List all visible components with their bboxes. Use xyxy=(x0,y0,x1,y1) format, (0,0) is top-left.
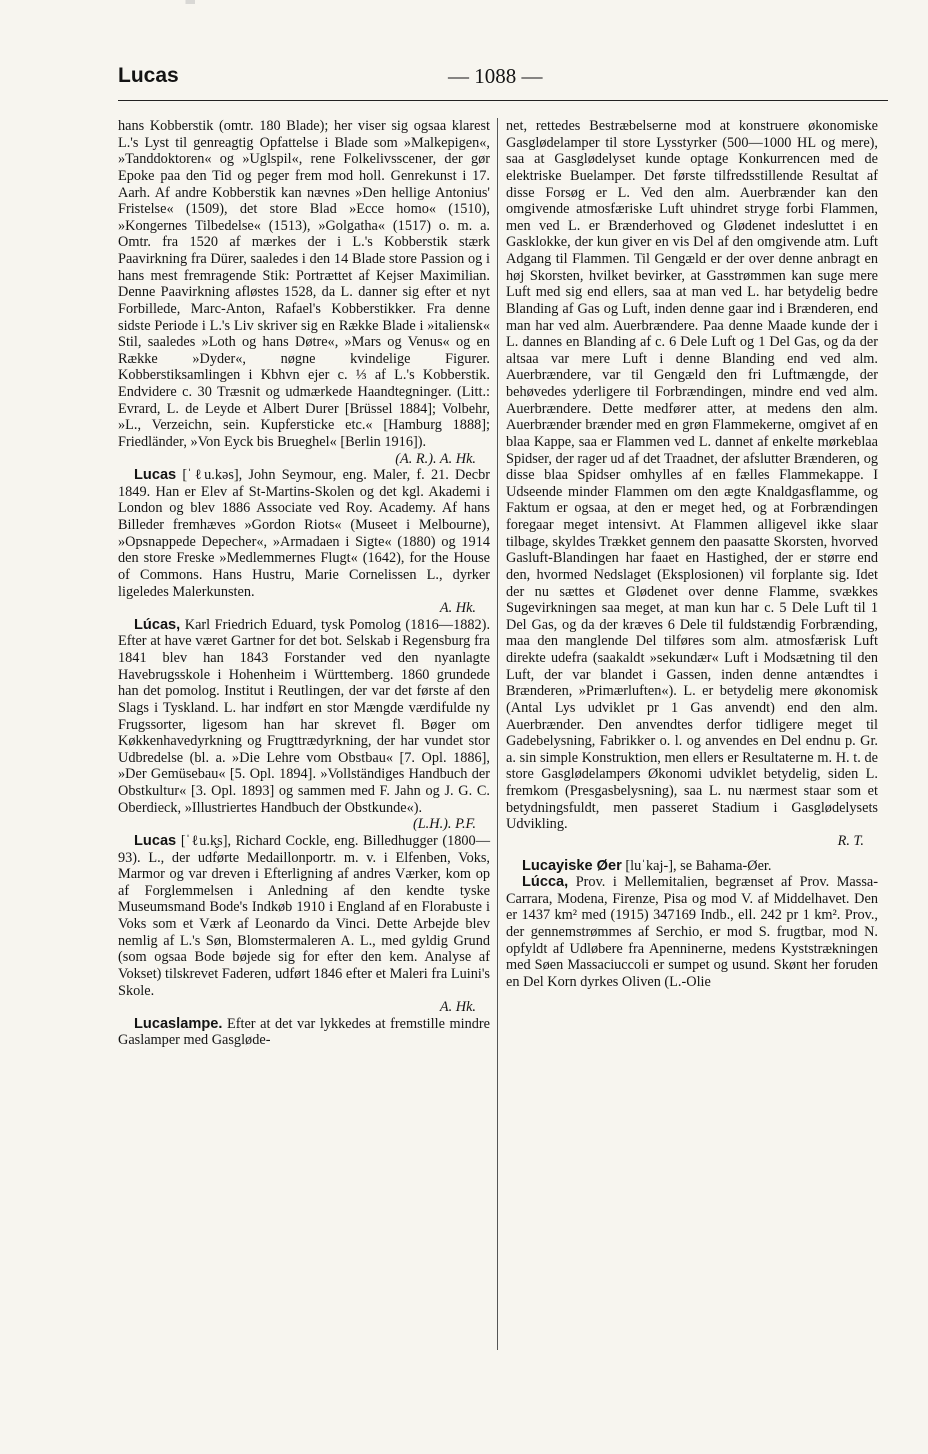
scan-edge xyxy=(0,0,928,4)
entry-lucaslampe xyxy=(118,1016,490,1049)
left-column xyxy=(118,118,490,1049)
signature: (A. R.). A. Hk. xyxy=(395,450,476,467)
entry-karl-lucas xyxy=(118,617,490,817)
column-divider xyxy=(497,118,498,1350)
spacer xyxy=(506,850,878,858)
entry-richard-lucas xyxy=(118,833,490,999)
entry-lemma: Lúcca, xyxy=(522,874,569,891)
entry-text: tysk Pomolog (1816—1882). Efter at have været Gartner for det bot. Selskab i Regensburg fra 1841 blev han 1843 Forstander ved den nyanlagte Havebrugsskole i Hohenheim i Württemberg. 1860 grundede han det pomolog. Institut i Reutlingen, der var det første af den Slags i Tyskland. L. har indført en stor Mængde værdifulde ny Frugssorter, ligesom han har skrevet fl. Bøger om Køkkenhavedyrkning og Frugttrædyrkning, der har vundet stor Udbredelse (bl. a. »Die Lehre vom Obstbau« [7. Opl. 1886], »Der Gemüsebau« [5. Opl. 1894]. »Vollständiges Handbuch der Obstkultur« [3. Opl. 1893] og sammen med F. Jahn og J. G. C. Oberdieck, »Illustriertes Handbuch der Obstkunde«). xyxy=(118,616,491,816)
entry-john-seymour-lucas xyxy=(118,467,490,600)
entry-lemma: Lucayiske Øer xyxy=(522,857,622,874)
entry-lucayiske-oer xyxy=(506,858,878,875)
page-number: — 1088 — xyxy=(448,64,543,88)
lucas-leyden-continuation: hans Kobberstik (omtr. 180 Blade); her viser sig ogsaa klarest L.'s Lyst til genreagtig Opfattelse i Blade som »Malkepigen«, »Tanddoktoren« og »Uglspil«, rene Folkelivsscener, der gør Epoke paa den Tid og peger frem mod holl. Genrekunst i 17. Aarh. Af andre Kobberstik kan nævnes »Den hellige Antonius' Fristelse« (1509), det store Blad »Ecce homo« (1510), »Kongernes Tilbedelse« (1513), »Golgatha« (1517) o. m. a. Omtr. fra 1520 af mærkes der i L.'s Kobberstik stærk Paavirkning fra Dürer, saaledes i den 14 Blade store Passion og i hans mest fremragende Stik: Portrættet af Kejser Maximilian. Denne Paavirkning afløstes 1528, da L. danner sig efter et nyt Forbillede, Marc-Anton, Rafael's Kobberstikker. Fra denne sidste Periode i L.'s Liv skriver sig en Række Blade i »italiensk« Stil, saaledes »Loth og hans Døtre«, »Mars og Venus« og en Række »Dyder«, nøgne kvindelige Figurer. Kobberstiksamlingen i Kbhvn ejer c. ⅓ af L.'s Kobberstik. Endvidere c. 30 Træsnit og udmærkede Haandtegninger. (Litt.: Evrard, L. de Leyde et Albert Durer [Brüssel 1884]; Volbehr, »L., Verzeichn, sein. Kupfersticke etc.« [Hamburg 1888]; Friedländer, »Von Eyck bis Brueghel« [Berlin 1916]). xyxy=(118,118,490,450)
header-rule xyxy=(118,100,888,101)
signature: A. Hk. xyxy=(439,999,476,1016)
entry-name: [ˈℓu.k̬s], Richard Cockle, xyxy=(180,832,330,849)
signature: R. T. xyxy=(837,832,864,849)
signature: A. Hk. xyxy=(439,600,476,617)
entry-text: Efter at det var lykkedes at fremstille mindre Gaslamper med Gasgløde- xyxy=(118,1015,490,1049)
entry-text: eng. Maler, f. 21. Decbr 1849. Han er Elev af St-Martins-Skolen og det kgl. Akademi i London og blev 1886 Associate ved Roy. Academy. Af hans Billeder fremhæves »Gordon Riots« (Museet i Melbourne), »Opsnappede Depecher«, »Armadaen i Sigte« (1880) og 1914 den store Freske »Medlemmernes Flugt« (1642), for the House of Commons. Hans Hustru, Marie Cornelissen L., dyrker ligeledes Malerkunsten. xyxy=(118,467,490,600)
entry-lemma: Lucaslampe. xyxy=(134,1015,223,1032)
right-column xyxy=(506,118,878,991)
signature: (L.H.). P.F. xyxy=(412,816,476,833)
entry-lucca xyxy=(506,874,878,990)
entry-lemma: Lúcas, xyxy=(134,616,181,633)
entry-text: eng. Billedhugger (1800—93). L., der udførte Medaillonportr. m. v. i Elfenben, Voks, Marmor og var dreven i Efterligning af andres Værker, kom op af Forglemmelsen i Anledning af den kendte tyske Museumsmand Bode's Indkøb 1910 i England af en Florabuste i Voks som et Værk af Leonardo da Vinci. Dette Arbejde blev nemlig af L.'s Søn, Blomstermaleren A. L., med gyldig Grund (som ogsaa Bode bøjede sig for efter den kem. Analyse af Vokset) tilskrevet Faderen, udført 1846 efter et Maleri fra Luini's Skole. xyxy=(118,832,490,999)
entry-name: Karl Friedrich Eduard, xyxy=(184,616,317,633)
entry-name: [ˈℓu.kəs], John Seymour, xyxy=(182,467,337,484)
entry-lemma: Lucas xyxy=(134,467,177,484)
entry-text: [luˈkaj-], se Bahama-Øer. xyxy=(625,857,772,874)
entry-text: Prov. i Mellemitalien, begrænset af Prov. Massa-Carrara, Modena, Firenze, Pisa og mod V. af Middelhavet. Den er 1437 km² med (1915) 347169 Indb., ell. 242 pr 1 km². Prov., der gennemstrømmes af Serchio, er mod S. frugtbar, mod N. opfyldt af Udløbere fra Apenninerne, medens Kyststrækningen med Søen Massaciuccoli er sumpet og usund. Skønt her foruden en Del Korn dyrkes Oliven (L.-Olie xyxy=(506,874,878,990)
page-header xyxy=(118,64,868,92)
lucaslampe-continuation: net, rettedes Bestræbelserne mod at konstruere økonomiske Gasglødelamper til store Lysstyrker (500—1000 HL og mere), saa at Gasglødelyset kunde optage Konkurrencen med de elektriske Buelamper. Det første tilfredsstillende Resultat af disse Forsøg er L. Ved den alm. Auerbrænder kan den omgivende atmosfæriske Luft uhindret stryge forbi Flammen, men ved L. er Brænderhoved og Glødenet indesluttet i en Gasklokke, der kun giver en vis Del af den omgivende atm. Luft Adgang til Flammen. Til Gengæld er der over denne anbragt en høj Skorsten, hvilket bevirker, at Gasstrømmen kan suge mere Luft med sig end ellers, saa at man ved L. har betydelig bedre Blanding af Gas og Luft, inden denne gaar ind i Brænderen, end man har ved alm. Auerbrændere. Paa denne Maade kunde der i L. dannes en Blanding af c. 6 Dele Luft og 1 Del Gas, og da der altsaa var mere Luft i denne Blanding end ved alm. Auerbrændere, var til Gengæld den fri Luftmængde, der behøvedes yderligere til Forbrændingen, mindre end ved alm. Auerbrændere. Dette medfører atter, at medens den alm. Auerbrænder brænder med en grøn Flammekerne, omgivet af en blaa Kappe, saa er Flammen ved L. dannet af enkelte mørkeblaa Spidser, der rager ud af det Traadnet, der afslutter Brænderen, og disse blaa Spidser omhylles af en fælles Flammekappe. I Udseende minder Flammen om den ægte Knaldgasflamme, og Faktum er ogsaa, at den er meget hed, og at Forbrændingen foregaar meget intensivt. At Flammen alligevel ikke slaar tilbage, skyldes Trækket gennem den paasatte Skorsten, hvorved Gasluft-Blandingen har faaet en Hastighed, der er større end den, hvormed Nedslaget (Eksplosionen) vil forplante sig. Idet der nu sættes et Glødenet over denne Flamme, svækkes Sugevirkningen saa meget, at man kun har c. 5 Dele Luft til 1 Del Gas, og da der kræves 6 Dele til fuldstændig Forbrænding, maa den manglende Del tilføres som alm. atmosfærisk Luft direkte udefra (saakaldt »sekundær« Luft i Modsætning til den Luft, der var blandet i Gassen, inden denne antændtes i Brænderen, »Primærluften«). L. er betydelig mere økonomisk (Antal Lys udviklet pr 1 Gas anvendt) end den alm. Auerbrænder. Den anvendtes derfor tidligere meget til Gadebelysning, Fabrikker o. l. og anvendes en Del endnu p. Gr. a. sin simple Konstruktion, men ellers er Resultaterne m. H. t. de store Gasglødelampers Økonomi udviklet betydelig, siden L. fremkom (Presgasbelysning), saa L. nu nærmest staar som et betydningsfuldt, men passeret Stadium i Gasglødelysets Udvikling. xyxy=(506,118,878,833)
entry-lemma: Lucas xyxy=(134,832,177,849)
head-word: Lucas xyxy=(118,64,179,87)
